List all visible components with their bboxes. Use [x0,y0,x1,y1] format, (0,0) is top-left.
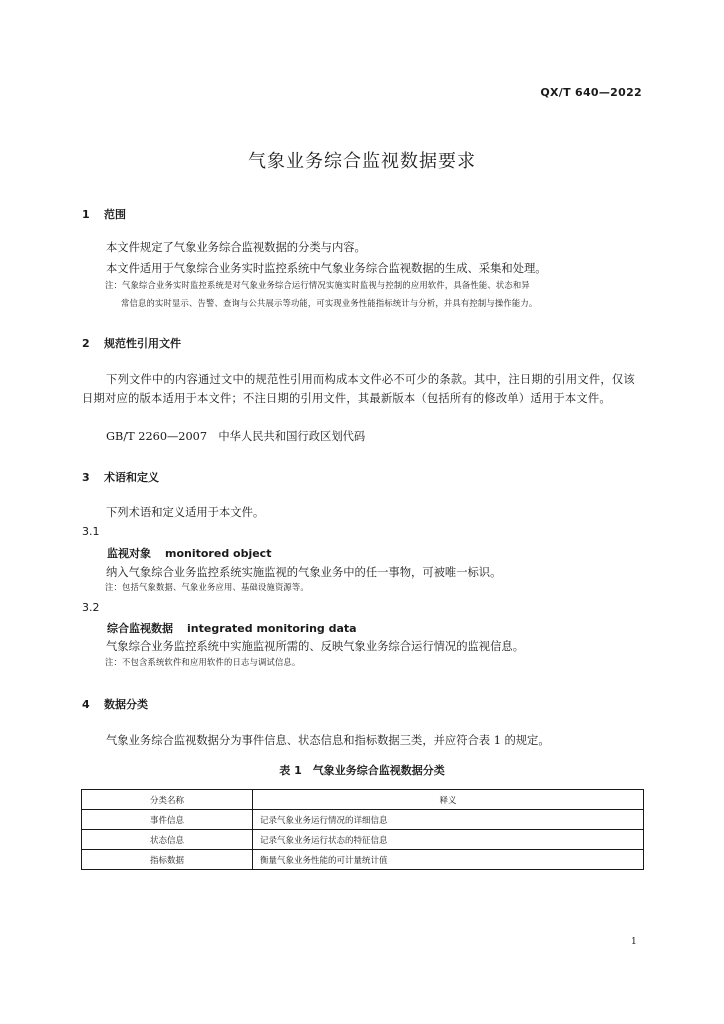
term-heading [107,545,271,561]
section-title: 数据分类 [104,698,148,711]
section-2-heading [82,335,181,351]
section-title: 范围 [104,208,126,221]
section-number: 2 [82,337,90,350]
term-definition: 纳入气象综合业务监控系统实施监视的气象业务中的任一事物，可被唯一标识。 [106,566,502,579]
term-english: integrated monitoring data [187,622,357,635]
term-chinese: 监视对象 [107,547,151,560]
column-header: 释义 [253,790,644,810]
paragraph: 下列术语和定义适用于本文件。 [106,506,265,519]
table-cell: 状态信息 [82,830,253,850]
clause-number: 3.2 [82,601,100,614]
section-number: 3 [82,471,90,484]
note: 注：不包含系统软件和应用软件的日志与调试信息。 [105,657,301,667]
paragraph: 本文件适用于气象综合业务实时监控系统中气象业务综合监视数据的生成、采集和处理。 [106,262,547,275]
document-title: 气象业务综合监视数据要求 [248,151,476,172]
section-title: 规范性引用文件 [104,337,181,350]
term-heading [107,620,357,636]
table-row [82,810,644,830]
table-row [82,830,644,850]
table-row [82,850,644,870]
paragraph: 下列文件中的内容通过文中的规范性引用而构成本文件必不可少的条款。其中，注日期的引用文件，仅该日期对应的版本适用于本文件；不注日期的引用文件，其最新版本（包括所有的修改单）适用于本文件。 [82,373,635,405]
normative-reference: GB/T 2260—2007 中华人民共和国行政区划代码 [106,430,366,443]
section-number: 1 [82,208,90,221]
table-cell: 记录气象业务运行状态的特征信息 [253,830,644,850]
note [105,276,645,312]
table-cell: 事件信息 [82,810,253,830]
term-english: monitored object [165,547,272,560]
note-line: 注：气象综合业务实时监控系统是对气象业务综合运行情况实施实时监视与控制的应用软件，具备性能、状态和异 [105,280,530,290]
section-title: 术语和定义 [104,471,159,484]
table-cell: 记录气象业务运行情况的详细信息 [253,810,644,830]
note: 注：包括气象数据、气象业务应用、基础设施资源等。 [105,582,309,592]
table-cell: 指标数据 [82,850,253,870]
document-code: QX/T 640—2022 [540,86,642,99]
note-line: 常信息的实时显示、告警、查询与公共展示等功能，可实现业务性能指标统计与分析，并具有控制与操作能力。 [121,298,538,308]
paragraph: 本文件规定了气象业务综合监视数据的分类与内容。 [106,241,366,254]
section-4-heading [82,696,148,712]
table-caption: 表 1 气象业务综合监视数据分类 [279,764,445,777]
section-number: 4 [82,698,90,711]
table-header-row [82,790,644,810]
section-1-heading [82,206,126,222]
column-header: 分类名称 [82,790,253,810]
term-definition: 气象综合业务监控系统中实施监视所需的、反映气象业务综合运行情况的监视信息。 [106,640,524,653]
term-chinese: 综合监视数据 [107,622,173,635]
paragraph: 气象业务综合监视数据分为事件信息、状态信息和指标数据三类，并应符合表 1 的规定。 [106,734,550,747]
section-3-heading [82,469,159,485]
table-cell: 衡量气象业务性能的可计量统计值 [253,850,644,870]
clause-number: 3.1 [82,525,100,538]
page-number: 1 [631,937,637,947]
classification-table [81,789,644,870]
